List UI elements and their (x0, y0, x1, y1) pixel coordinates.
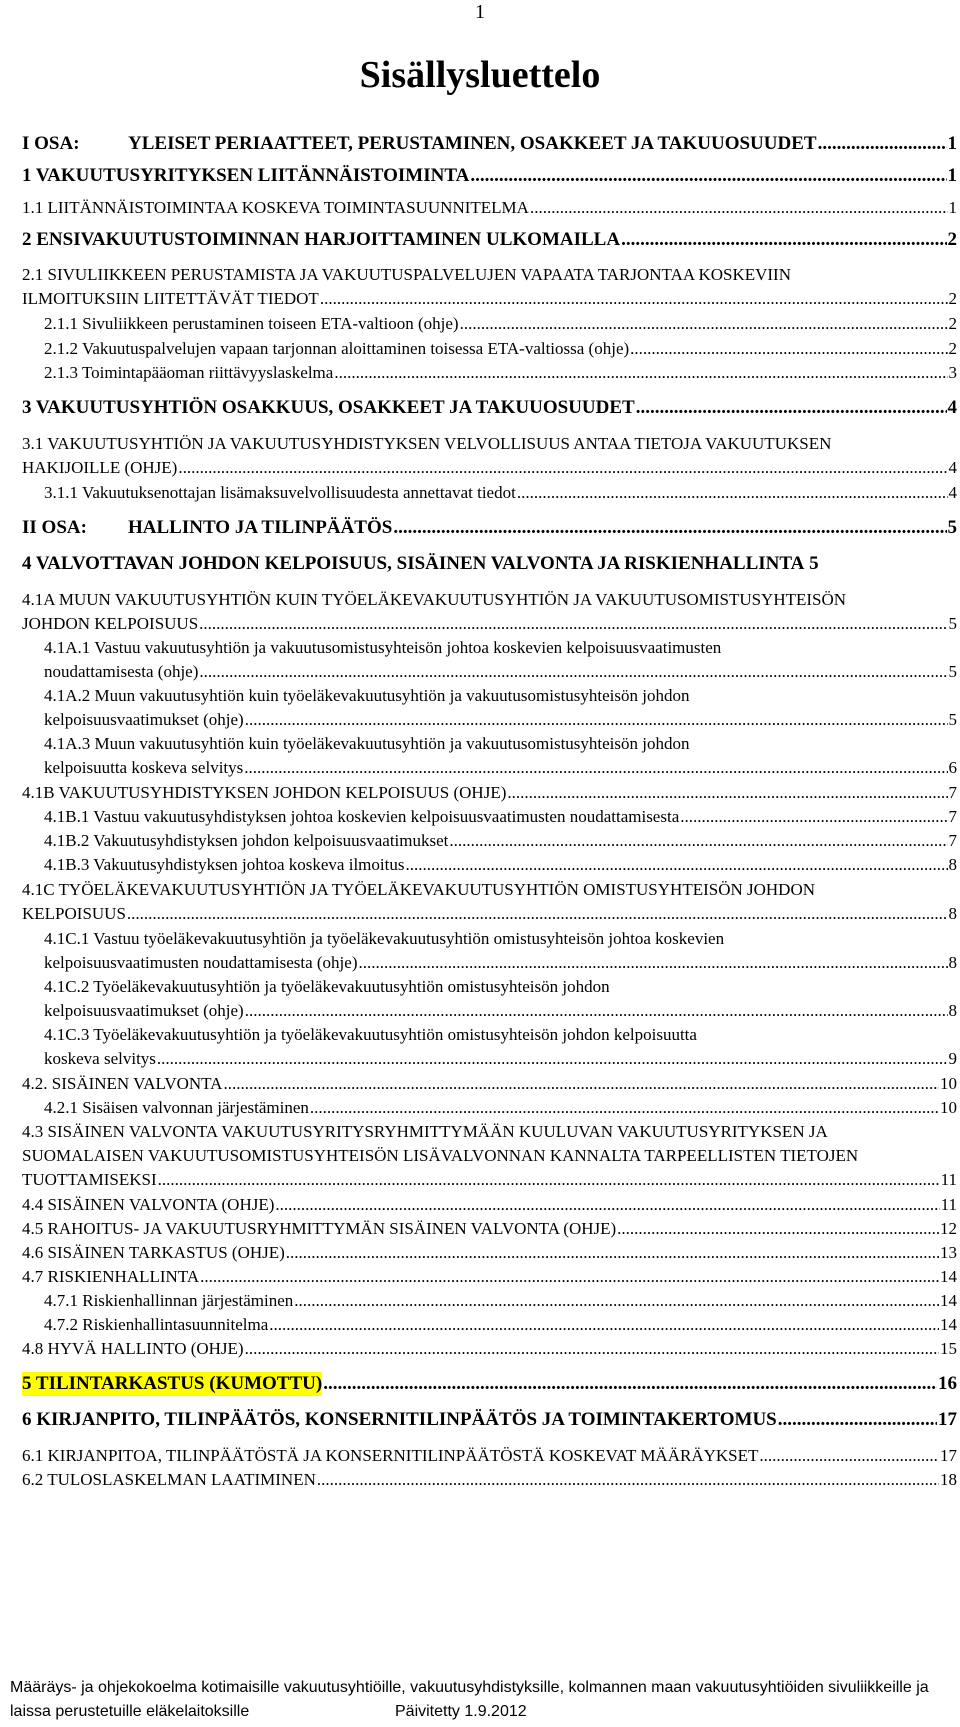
footer-collection-subtitle: laissa perustetuille eläkelaitoksille (10, 1703, 250, 1720)
toc-leader-dots (158, 1168, 940, 1192)
toc-entry[interactable] (22, 1023, 957, 1071)
toc-page-number: 17 (940, 1446, 957, 1465)
toc-page-number: 3 (948, 363, 957, 382)
toc-entry-title: KELPOISUUS (22, 904, 126, 923)
toc-entry-title: 1 VAKUUTUSYRITYKSEN LIITÄNNÄISTOIMINTA (22, 165, 470, 186)
toc-leader-dots (245, 1337, 939, 1361)
toc-leader-dots (200, 1265, 939, 1289)
toc-leader-dots (517, 481, 948, 505)
toc-entry[interactable] (22, 312, 957, 336)
toc-page-number: 14 (940, 1291, 957, 1310)
toc-page-number: 1 (947, 165, 957, 186)
toc-leader-dots (157, 1047, 948, 1071)
toc-entry-title: 2.1.1 Sivuliikkeen perustaminen toiseen ETA-valtioon (ohje) (44, 314, 459, 333)
toc-leader-dots (630, 337, 947, 361)
toc-leader-dots (127, 902, 948, 926)
toc-leader-dots (680, 805, 947, 829)
toc-page-number: 10 (940, 1074, 957, 1093)
toc-entry-title: 4 VALVOTTAVAN JOHDON KELPOISUUS, SISÄINEN VALVONTA JA RISKIENHALLINTA (22, 553, 805, 574)
toc-entry-title: 4.5 RAHOITUS- JA VAKUUTUSRYHMITTYMÄN SISÄINEN VALVONTA (OHJE) (22, 1219, 617, 1238)
toc-entry[interactable] (22, 636, 957, 684)
toc-entry[interactable] (22, 164, 957, 188)
toc-entry[interactable] (22, 337, 957, 361)
toc-page-number: 15 (940, 1339, 957, 1358)
toc-entry[interactable] (22, 1217, 957, 1241)
toc-page-number: 2 (948, 339, 957, 358)
toc-page-number: 1 (947, 133, 957, 154)
toc-leader-dots (818, 132, 947, 156)
toc-entry[interactable] (22, 1072, 957, 1096)
toc-leader-dots (199, 660, 947, 684)
toc-entry[interactable] (22, 196, 957, 220)
toc-entry-title: 4.7 RISKIENHALLINTA (22, 1267, 200, 1286)
page-number: 1 (475, 1, 485, 23)
toc-entry-title: kelpoisuusvaatimukset (ohje) (44, 710, 244, 729)
toc-leader-dots (294, 1289, 939, 1313)
toc-entry[interactable] (22, 1096, 957, 1120)
toc-page-number: 2 (947, 229, 957, 250)
toc-leader-dots (334, 361, 947, 385)
toc-entry-text-line1: 4.1A.1 Vastuu vakuutusyhtiön ja vakuutusomistusyhteisön johtoa koskevien kelpoisuusvaatimusten (44, 638, 722, 657)
toc-entry-title: 4.1B.2 Vakuutusyhdistyksen johdon kelpoisuusvaatimukset (44, 831, 449, 850)
toc-page-number: 11 (940, 1195, 957, 1214)
toc-leader-dots (359, 951, 948, 975)
toc-entry-title: TUOTTAMISEKSI (22, 1170, 157, 1189)
toc-entry-title: 6 KIRJANPITO, TILINPÄÄTÖS, KONSERNITILINPÄÄTÖS JA TOIMINTAKERTOMUS (22, 1409, 777, 1430)
toc-leader-dots (617, 1217, 939, 1241)
toc-entry-title: 4.7.2 Riskienhallintasuunnitelma (44, 1315, 269, 1334)
toc-leader-dots (778, 1408, 937, 1432)
toc-entry-text-line1: 4.1A.2 Muun vakuutusyhtiön kuin työeläkevakuutusyhtiön ja vakuutusomistusyhteisön johdon (44, 686, 690, 705)
toc-entry-title: HAKIJOILLE (OHJE) (22, 458, 178, 477)
toc-leader-dots (449, 829, 947, 853)
page-title: Sisällysluettelo (359, 54, 601, 96)
toc-page-number: 17 (938, 1409, 957, 1430)
toc-page-number: 7 (948, 807, 957, 826)
toc-entry-text-line1: 4.1A.3 Muun vakuutusyhtiön kuin työeläkevakuutusyhtiön ja vakuutusomistusyhteisön johdon (44, 734, 690, 753)
toc-leader-dots (269, 1313, 939, 1337)
toc-entry[interactable] (22, 516, 957, 540)
toc-entry-title: kelpoisuutta koskeva selvitys (44, 758, 244, 777)
toc-entry[interactable] (22, 878, 957, 926)
toc-entry[interactable] (22, 1120, 957, 1192)
footer-collection-title: Määräys- ja ohjekokoelma kotimaisille vakuutusyhtiöille, vakuutusyhdistyksille, kolmannen maan vakuutusyhtiöiden sivuliikkeille ja (10, 1679, 929, 1696)
toc-page-number: 5 (947, 517, 957, 538)
toc-entry-title: 4.1B.3 Vakuutusyhdistyksen johtoa koskeva ilmoitus (44, 855, 405, 874)
toc-entry-text-line1: 4.1C.2 Työeläkevakuutusyhtiön ja työeläkevakuutusyhtiön omistusyhteisön johdon (44, 977, 610, 996)
toc-page-number: 12 (940, 1219, 957, 1238)
toc-entry[interactable] (22, 1468, 957, 1492)
toc-leader-dots (530, 196, 948, 220)
toc-leader-dots (323, 1372, 937, 1396)
toc-entry[interactable] (22, 132, 957, 156)
toc-leader-dots (460, 312, 948, 336)
toc-entry-text-line1: 4.1C TYÖELÄKEVAKUUTUSYHTIÖN JA TYÖELÄKEVAKUUTUSYHTIÖN OMISTUSYHTEISÖN JOHDON (22, 880, 816, 899)
toc-leader-dots (507, 781, 947, 805)
toc-leader-dots (244, 756, 947, 780)
toc-entry-text-line1: 2.1 SIVULIIKKEEN PERUSTAMISTA JA VAKUUTUSPALVELUJEN VAPAATA TARJONTAA KOSKEVIIN (22, 265, 791, 284)
toc-entry-text-line1: 4.1C.1 Vastuu työeläkevakuutusyhtiön ja työeläkevakuutusyhtiön omistusyhteisön johtoa koskevien (44, 929, 725, 948)
toc-leader-dots (310, 1096, 939, 1120)
toc-leader-dots (317, 1468, 939, 1492)
toc-entry-title: JOHDON KELPOISUUS (22, 614, 199, 633)
toc-entry[interactable] (22, 588, 957, 636)
toc-entry-title: 2 ENSIVAKUUTUSTOIMINNAN HARJOITTAMINEN ULKOMAILLA (22, 229, 621, 250)
toc-entry[interactable] (22, 1408, 957, 1432)
toc-entry-title: 4.1B VAKUUTUSYHDISTYKSEN JOHDON KELPOISUUS (OHJE) (22, 783, 507, 802)
toc-entry-title: HALLINTO JA TILINPÄÄTÖS (128, 517, 393, 538)
toc-page-number: 8 (948, 1001, 957, 1020)
toc-entry-text-line1: 4.3 SISÄINEN VALVONTA VAKUUTUSYRITYSRYHMITTYMÄÄN KUULUVAN VAKUUTUSYRITYKSEN JA (22, 1122, 828, 1141)
footer-updated-date: Päivitetty 1.9.2012 (395, 1703, 527, 1720)
toc-entry[interactable] (22, 975, 957, 1023)
toc-leader-dots (393, 516, 946, 540)
toc-page-number: 5 (948, 662, 957, 681)
toc-entry[interactable] (22, 732, 957, 780)
toc-leader-dots (405, 853, 947, 877)
toc-page-number: 8 (948, 855, 957, 874)
toc-entry-title: 1.1 LIITÄNNÄISTOIMINTAA KOSKEVA TOIMINTASUUNNITELMA (22, 198, 529, 217)
toc-entry[interactable] (22, 1241, 957, 1265)
toc-page-number: 4 (948, 458, 957, 477)
toc-entry[interactable] (22, 396, 957, 420)
toc-leader-dots (759, 1444, 939, 1468)
toc-entry[interactable] (22, 1265, 957, 1289)
toc-entry[interactable] (22, 228, 957, 252)
toc-entry-title: 3 VAKUUTUSYHTIÖN OSAKKUUS, OSAKKEET JA TAKUUOSUUDET (22, 397, 635, 418)
toc-page-number: 8 (948, 953, 957, 972)
toc-entry-title: ILMOITUKSIIN LIITETTÄVÄT TIEDOT (22, 289, 319, 308)
toc-page-number: 9 (948, 1049, 957, 1068)
toc-page-number: 4 (947, 397, 957, 418)
toc-leader-dots (199, 612, 947, 636)
toc-entry-text-line1: 4.1C.3 Työeläkevakuutusyhtiön ja työeläkevakuutusyhtiön omistusyhteisön johdon kelpoisuutta (44, 1025, 697, 1044)
toc-page-number: 11 (940, 1170, 957, 1189)
toc-entry[interactable] (22, 361, 957, 385)
toc-entry-title: koskeva selvitys (44, 1049, 156, 1068)
toc-entry-title: 4.2.1 Sisäisen valvonnan järjestäminen (44, 1098, 309, 1117)
toc-entry-title: 6.2 TULOSLASKELMAN LAATIMINEN (22, 1470, 316, 1489)
toc-entry[interactable] (22, 432, 957, 480)
toc-entry-title: YLEISET PERIAATTEET, PERUSTAMINEN, OSAKKEET JA TAKUUOSUUDET (128, 133, 817, 154)
toc-entry[interactable] (22, 1289, 957, 1313)
toc-entry-title: 4.2. SISÄINEN VALVONTA (22, 1074, 223, 1093)
toc-page-number: 7 (948, 831, 957, 850)
toc-page-number: 2 (948, 289, 957, 308)
toc-page-number: 14 (940, 1267, 957, 1286)
toc-entry[interactable] (22, 481, 957, 505)
toc-entry[interactable] (22, 263, 957, 311)
toc-entry-title: kelpoisuusvaatimukset (ohje) (44, 1001, 244, 1020)
toc-entry-title: 2.1.2 Vakuutuspalvelujen vapaan tarjonnan aloittaminen toisessa ETA-valtiossa (ohje) (44, 339, 630, 358)
toc-leader-dots (223, 1072, 939, 1096)
toc-leader-dots (275, 1193, 939, 1217)
toc-entry-title: 5 TILINTARKASTUS (KUMOTTU) (22, 1373, 323, 1394)
toc-leader-dots (636, 396, 947, 420)
toc-leader-dots (320, 287, 948, 311)
toc-entry[interactable] (22, 927, 957, 975)
toc-page-number: 4 (948, 483, 957, 502)
page-footer (10, 1676, 955, 1724)
toc-entry[interactable] (22, 829, 957, 853)
toc-entry-title: kelpoisuusvaatimusten noudattamisesta (ohje) (44, 953, 358, 972)
toc-entry-text-line1: 3.1 VAKUUTUSYHTIÖN JA VAKUUTUSYHDISTYKSEN VELVOLLISUUS ANTAA TIETOJA VAKUUTUKSEN (22, 434, 832, 453)
toc-page-number: 5 (948, 710, 957, 729)
toc-leader-dots (178, 456, 947, 480)
toc-entry[interactable] (22, 805, 957, 829)
toc-entry-title: 4.4 SISÄINEN VALVONTA (OHJE) (22, 1195, 275, 1214)
toc-entry-title: noudattamisesta (ohje) (44, 662, 199, 681)
toc-entry[interactable] (22, 1193, 957, 1217)
toc-entry-title: 6.1 KIRJANPITOA, TILINPÄÄTÖSTÄ JA KONSERNITILINPÄÄTÖSTÄ KOSKEVAT MÄÄRÄYKSET (22, 1446, 759, 1465)
toc-entry[interactable] (22, 1372, 957, 1396)
toc-page-number: 5 (809, 553, 819, 574)
toc-entry-text-line2: SUOMALAISEN VAKUUTUSOMISTUSYHTEISÖN LISÄVALVONNAN KANNALTA TARPEELLISTEN TIETOJEN (22, 1146, 859, 1165)
toc-page-number: 6 (948, 758, 957, 777)
toc-page-number: 8 (948, 904, 957, 923)
toc-leader-dots (286, 1241, 939, 1265)
toc-entry-title: 2.1.3 Toimintapääoman riittävyyslaskelma (44, 363, 334, 382)
toc-entry-title: 4.8 HYVÄ HALLINTO (OHJE) (22, 1339, 244, 1358)
toc-entry-title: 4.7.1 Riskienhallinnan järjestäminen (44, 1291, 294, 1310)
toc-entry[interactable] (22, 853, 957, 877)
toc-page-number: 14 (940, 1315, 957, 1334)
toc-entry-title: 4.6 SISÄINEN TARKASTUS (OHJE) (22, 1243, 285, 1262)
toc-entry[interactable] (22, 684, 957, 732)
toc-leader-dots (245, 708, 948, 732)
toc-page-number: 5 (948, 614, 957, 633)
toc-entry-title: 3.1.1 Vakuutuksenottajan lisämaksuvelvollisuudesta annettavat tiedot (44, 483, 516, 502)
toc-part-label: II OSA: (22, 517, 87, 538)
toc-entry[interactable] (22, 552, 957, 576)
toc-page-number: 1 (948, 198, 957, 217)
toc-leader-dots (470, 164, 946, 188)
toc-leader-dots (621, 228, 946, 252)
toc-entry[interactable] (22, 1444, 957, 1468)
toc-page-number: 10 (940, 1098, 957, 1117)
toc-entry[interactable] (22, 781, 957, 805)
toc-leader-dots (245, 999, 948, 1023)
toc-page-number: 13 (940, 1243, 957, 1262)
toc-entry[interactable] (22, 1337, 957, 1361)
toc-part-label: I OSA: (22, 133, 80, 154)
toc-page-number: 16 (938, 1373, 957, 1394)
toc-page-number: 18 (940, 1470, 957, 1489)
toc-page-number: 7 (948, 783, 957, 802)
toc-entry-text-line1: 4.1A MUUN VAKUUTUSYHTIÖN KUIN TYÖELÄKEVAKUUTUSYHTIÖN JA VAKUUTUSOMISTUSYHTEISÖN (22, 590, 847, 609)
toc-page-number: 2 (948, 314, 957, 333)
toc-entry-title: 4.1B.1 Vastuu vakuutusyhdistyksen johtoa koskevien kelpoisuusvaatimusten noudattamisesta (44, 807, 680, 826)
toc-entry[interactable] (22, 1313, 957, 1337)
